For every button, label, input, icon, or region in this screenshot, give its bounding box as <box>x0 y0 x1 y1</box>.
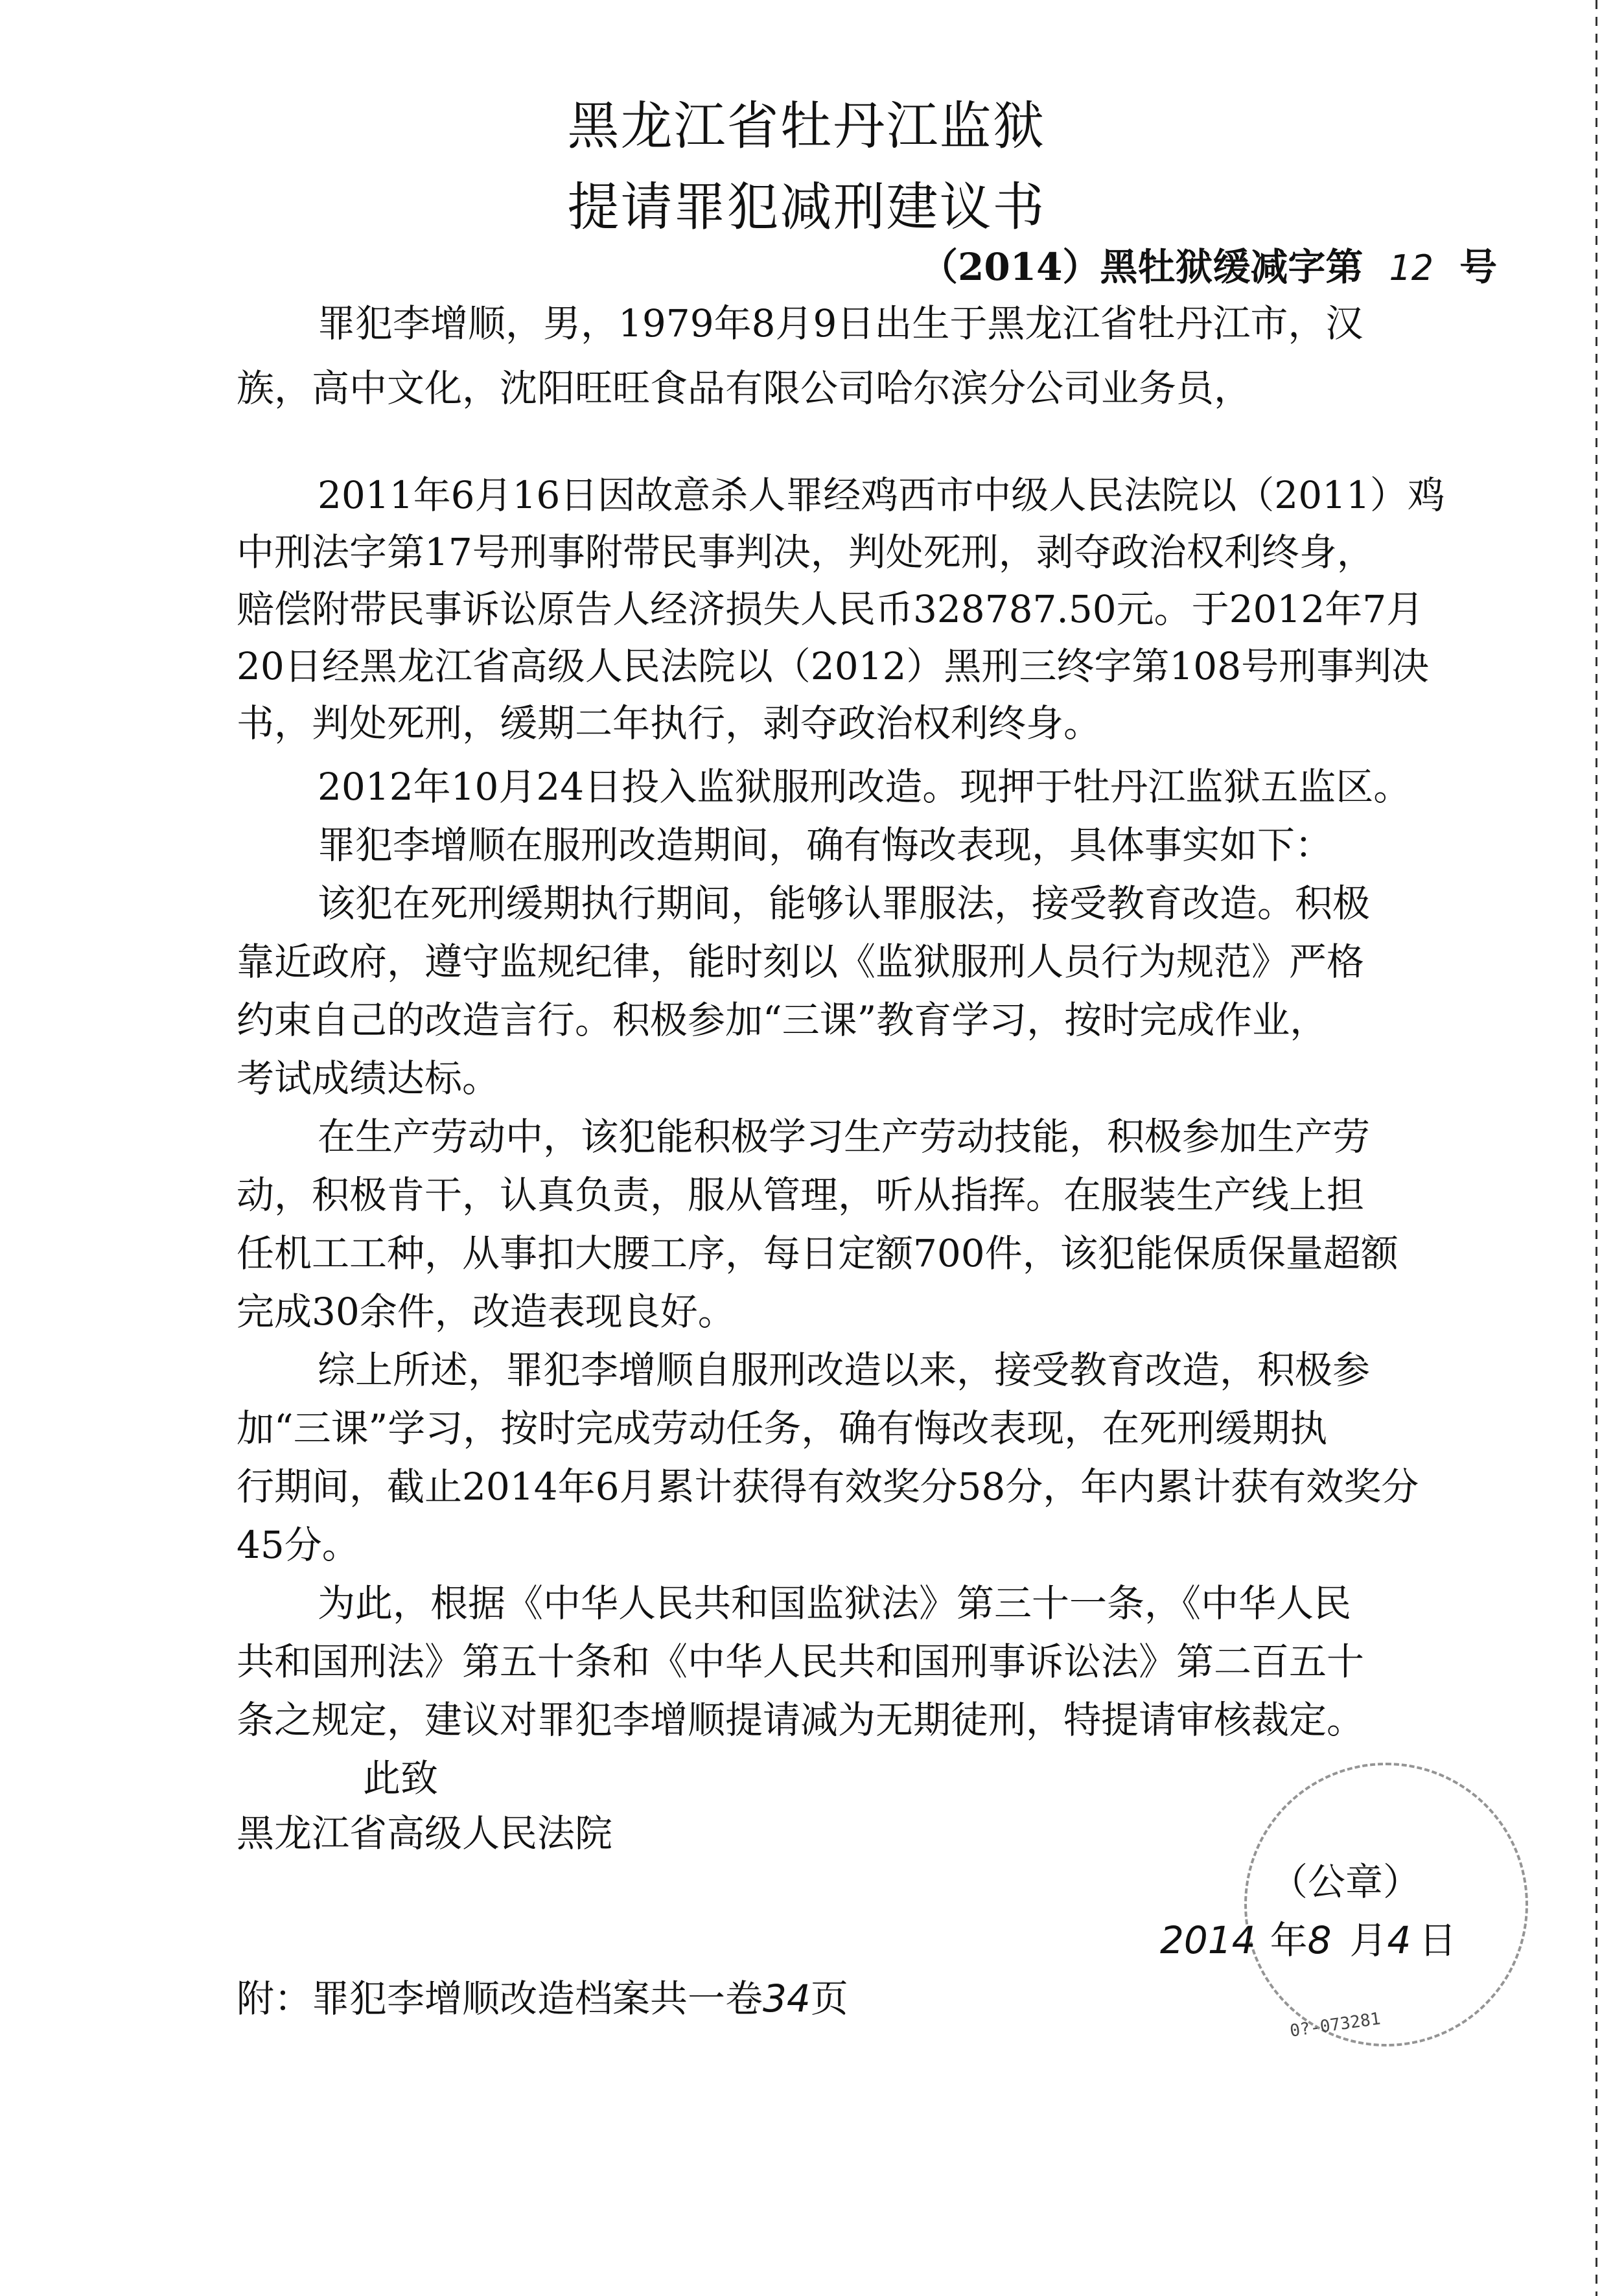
body-line: 中刑法字第17号刑事附带民事判决，判处死刑，剥夺政治权利终身， <box>237 530 1375 574</box>
body-line: 2011年6月16日因故意杀人罪经鸡西市中级人民法院以（2011）鸡 <box>318 473 1445 517</box>
seal-code: 0?-073281 <box>1288 2009 1382 2041</box>
body-line: 考试成绩达标。 <box>237 1056 500 1100</box>
date-day-char: 日 <box>1419 1918 1457 1962</box>
body-line: 完成30余件，改造表现良好。 <box>237 1290 736 1334</box>
date-year-char: 年 <box>1270 1918 1308 1962</box>
attachment-suffix: 页 <box>810 1977 848 2021</box>
date-month-char: 月 <box>1349 1918 1387 1962</box>
document-date <box>1160 1918 1457 1962</box>
date-year-handwritten: 2014 <box>1160 1918 1256 1962</box>
document-number-prefix: （2014）黑牡狱缓减字第 <box>920 245 1364 289</box>
document-number-handwritten: 12 <box>1389 248 1434 288</box>
document-title-line2: 提请罪犯减刑建议书 <box>567 177 1046 237</box>
body-line: 约束自己的改造言行。积极参加“三课”教育学习，按时完成作业， <box>237 998 1328 1042</box>
document-number-suffix: 号 <box>1459 245 1498 289</box>
document-title-line1: 黑龙江省牡丹江监狱 <box>567 96 1046 156</box>
scan-edge-border <box>1596 0 1597 2296</box>
body-line: 动，积极肯干，认真负责，服从管理，听从指挥。在服装生产线上担 <box>237 1173 1365 1217</box>
body-line: 在生产劳动中，该犯能积极学习生产劳动技能，积极参加生产劳 <box>318 1115 1371 1159</box>
body-line: 罪犯李增顺，男，1979年8月9日出生于黑龙江省牡丹江市，汉 <box>318 301 1364 345</box>
body-line: 综上所述，罪犯李增顺自服刑改造以来，接受教育改造，积极参 <box>318 1348 1371 1392</box>
body-line: 共和国刑法》第五十条和《中华人民共和国刑事诉讼法》第二百五十 <box>237 1640 1365 1684</box>
body-line: 罪犯李增顺在服刑改造期间，确有悔改表现，具体事实如下： <box>318 823 1333 867</box>
document-number <box>920 237 1542 291</box>
body-line: 行期间，截止2014年6月累计获得有效奖分58分，年内累计获有效奖分 <box>237 1465 1419 1509</box>
body-line: 任机工工种，从事扣大腰工序，每日定额700件，该犯能保质保量超额 <box>237 1231 1398 1275</box>
official-seal-stamp <box>1244 1763 1528 2047</box>
salutation-line: 此致 <box>363 1756 439 1800</box>
body-line: 加“三课”学习，按时完成劳动任务，确有悔改表现，在死刑缓期执 <box>237 1406 1328 1450</box>
attachment-note <box>237 1977 848 2021</box>
seal-label: （公章） <box>1270 1860 1421 1904</box>
body-line: 条之规定，建议对罪犯李增顺提请减为无期徒刑，特提请审核裁定。 <box>237 1698 1365 1742</box>
body-line: 该犯在死刑缓期执行期间，能够认罪服法，接受教育改造。积极 <box>318 881 1371 925</box>
body-line: 20日经黑龙江省高级人民法院以（2012）黑刑三终字第108号刑事判决 <box>237 644 1430 688</box>
date-month-handwritten: 8 <box>1307 1918 1332 1962</box>
body-line: 为此，根据《中华人民共和国监狱法》第三十一条，《中华人民 <box>318 1581 1352 1625</box>
body-line: 2012年10月24日投入监狱服刑改造。现押于牡丹江监狱五监区。 <box>318 765 1411 809</box>
date-day-handwritten: 4 <box>1387 1918 1411 1962</box>
attachment-pages-handwritten: 34 <box>763 1977 811 2021</box>
body-line: 书，判处死刑，缓期二年执行，剥夺政治权利终身。 <box>237 701 1102 745</box>
attachment-prefix: 附：罪犯李增顺改造档案共一卷 <box>237 1977 763 2021</box>
body-line: 赔偿附带民事诉讼原告人经济损失人民币328787.50元。于2012年7月 <box>237 587 1424 631</box>
body-line: 族，高中文化，沈阳旺旺食品有限公司哈尔滨分公司业务员， <box>237 366 1252 410</box>
recipient-line: 黑龙江省高级人民法院 <box>237 1811 613 1855</box>
body-line: 靠近政府，遵守监规纪律，能时刻以《监狱服刑人员行为规范》严格 <box>237 940 1365 984</box>
body-line: 45分。 <box>237 1523 360 1567</box>
